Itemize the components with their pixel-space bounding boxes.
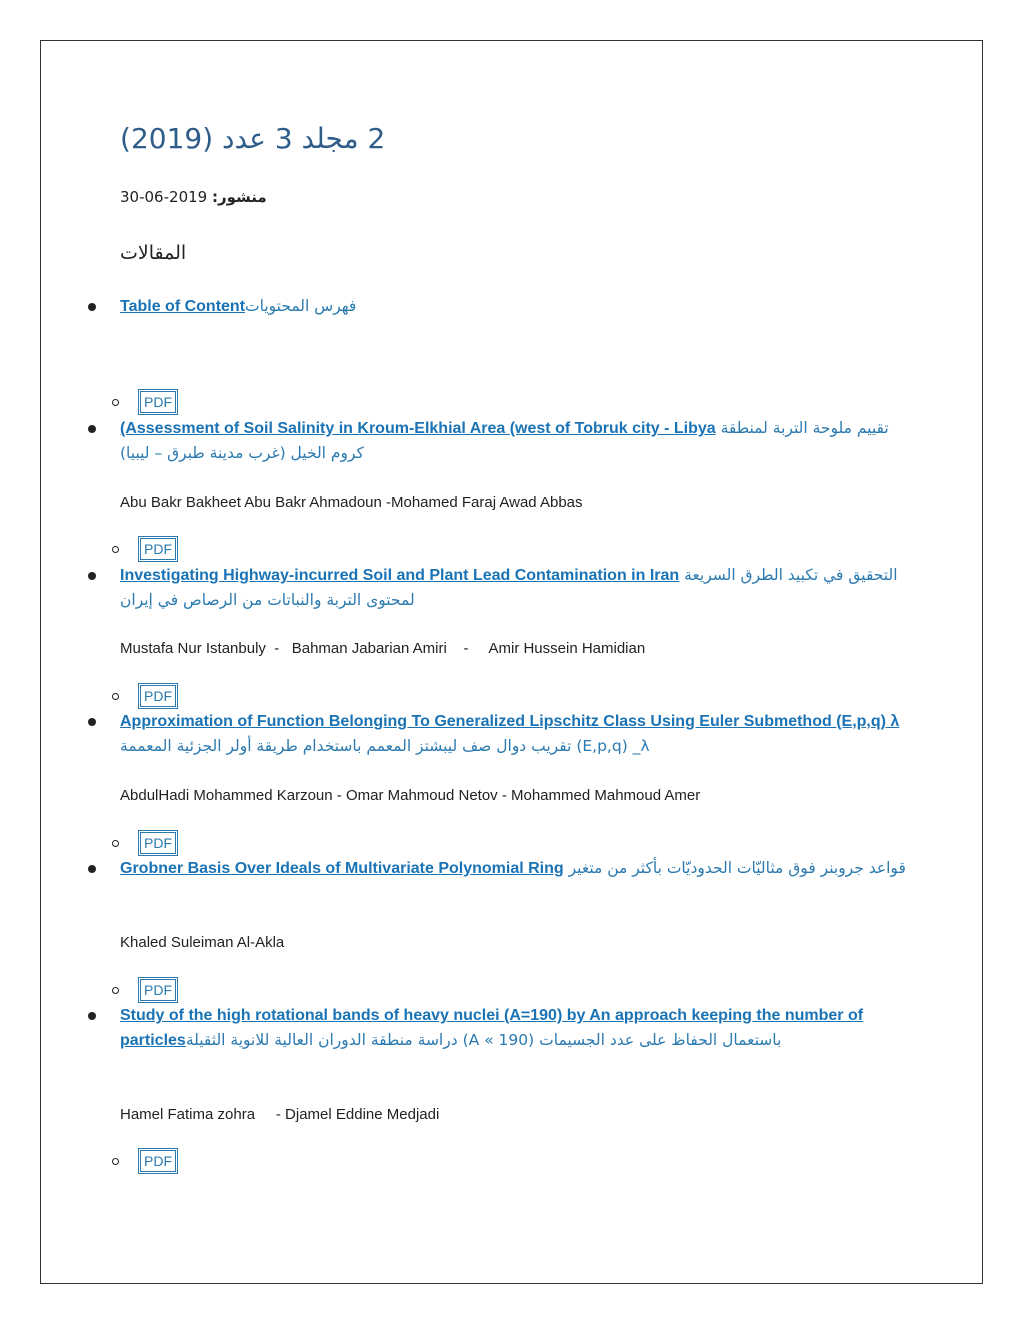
bullet-icon (88, 718, 96, 726)
toc-link[interactable]: Table of Content (120, 298, 246, 315)
article-title-link[interactable]: Grobner Basis Over Ideals of Multivariate Polynomial Ring (120, 860, 564, 877)
pdf-button[interactable]: PDF (140, 832, 176, 854)
published-label: منشور: (212, 188, 267, 206)
article-authors: Mustafa Nur Istanbuly - Bahman Jabarian Amiri - Amir Hussein Hamidian (120, 640, 646, 657)
article-title-ar: قواعد جروبنر فوق مثاليّات الحدوديّات بأكثر من متغير (568, 859, 906, 877)
section-title: المقالات (120, 242, 187, 264)
published-date: 2019-06-30 (120, 188, 208, 206)
article-title-ar: تقييم ملوحة التربة لمنطقة كروم الخيل (غرب مدينة طبرق – ليبيا) (120, 419, 889, 462)
article-authors: Abu Bakr Bakheet Abu Bakr Ahmadoun -Mohamed Faraj Awad Abbas (120, 494, 583, 511)
pdf-button[interactable]: PDF (140, 979, 176, 1001)
article-title-link[interactable]: Study of the high rotational bands of heavy nuclei (A=190) by An approach keeping the number of particles (120, 1007, 864, 1049)
article-entry (120, 856, 910, 881)
page-frame (40, 40, 983, 1284)
article-entry (120, 563, 910, 613)
article-authors: AbdulHadi Mohammed Karzoun - Omar Mahmoud Netov - Mohammed Mahmoud Amer (120, 787, 701, 804)
pdf-button[interactable]: PDF (140, 1150, 176, 1172)
sub-bullet-icon (112, 840, 119, 847)
published-line (120, 188, 267, 206)
article-entry (120, 416, 910, 466)
article-title-ar: دراسة منطقة الدوران العالية للانوية الثقيلة (A « 190) باستعمال الحفاظ على عدد الجسيمات (185, 1031, 782, 1049)
article-title-ar: تقريب دوال صف ليبشتز المعمم باستخدام طريقة أولر الجزئية المعممة (E,p,q) _λ (120, 737, 650, 755)
article-title-link[interactable]: (Assessment of Soil Salinity in Kroum-Elkhial Area (west of Tobruk city - Libya (120, 420, 716, 437)
sub-bullet-icon (112, 693, 119, 700)
bullet-icon (88, 572, 96, 580)
article-authors: Khaled Suleiman Al-Akla (120, 934, 285, 951)
article-entry (120, 709, 910, 759)
issue-title: 2 مجلد 3 عدد (2019) (120, 122, 386, 155)
article-entry (120, 1003, 910, 1053)
article-title-link[interactable]: Investigating Highway-incurred Soil and Plant Lead Contamination in Iran (120, 567, 680, 584)
article-authors: Hamel Fatima zohra - Djamel Eddine Medjadi (120, 1106, 440, 1123)
article-title-link[interactable]: Approximation of Function Belonging To Generalized Lipschitz Class Using Euler Submethod (E,p,q) λ (120, 713, 900, 730)
pdf-button[interactable]: PDF (140, 391, 176, 413)
sub-bullet-icon (112, 546, 119, 553)
toc-entry (120, 294, 910, 319)
bullet-icon (88, 865, 96, 873)
article-title-ar: التحقيق في تكبيد الطرق السريعة لمحتوى التربة والنباتات من الرصاص في إيران (120, 566, 898, 609)
bullet-icon (88, 425, 96, 433)
sub-bullet-icon (112, 1158, 119, 1165)
toc-title-ar: فهرس المحتويات (245, 297, 357, 315)
bullet-icon (88, 303, 96, 311)
bullet-icon (88, 1012, 96, 1020)
sub-bullet-icon (112, 399, 119, 406)
sub-bullet-icon (112, 987, 119, 994)
pdf-button[interactable]: PDF (140, 685, 176, 707)
pdf-button[interactable]: PDF (140, 538, 176, 560)
